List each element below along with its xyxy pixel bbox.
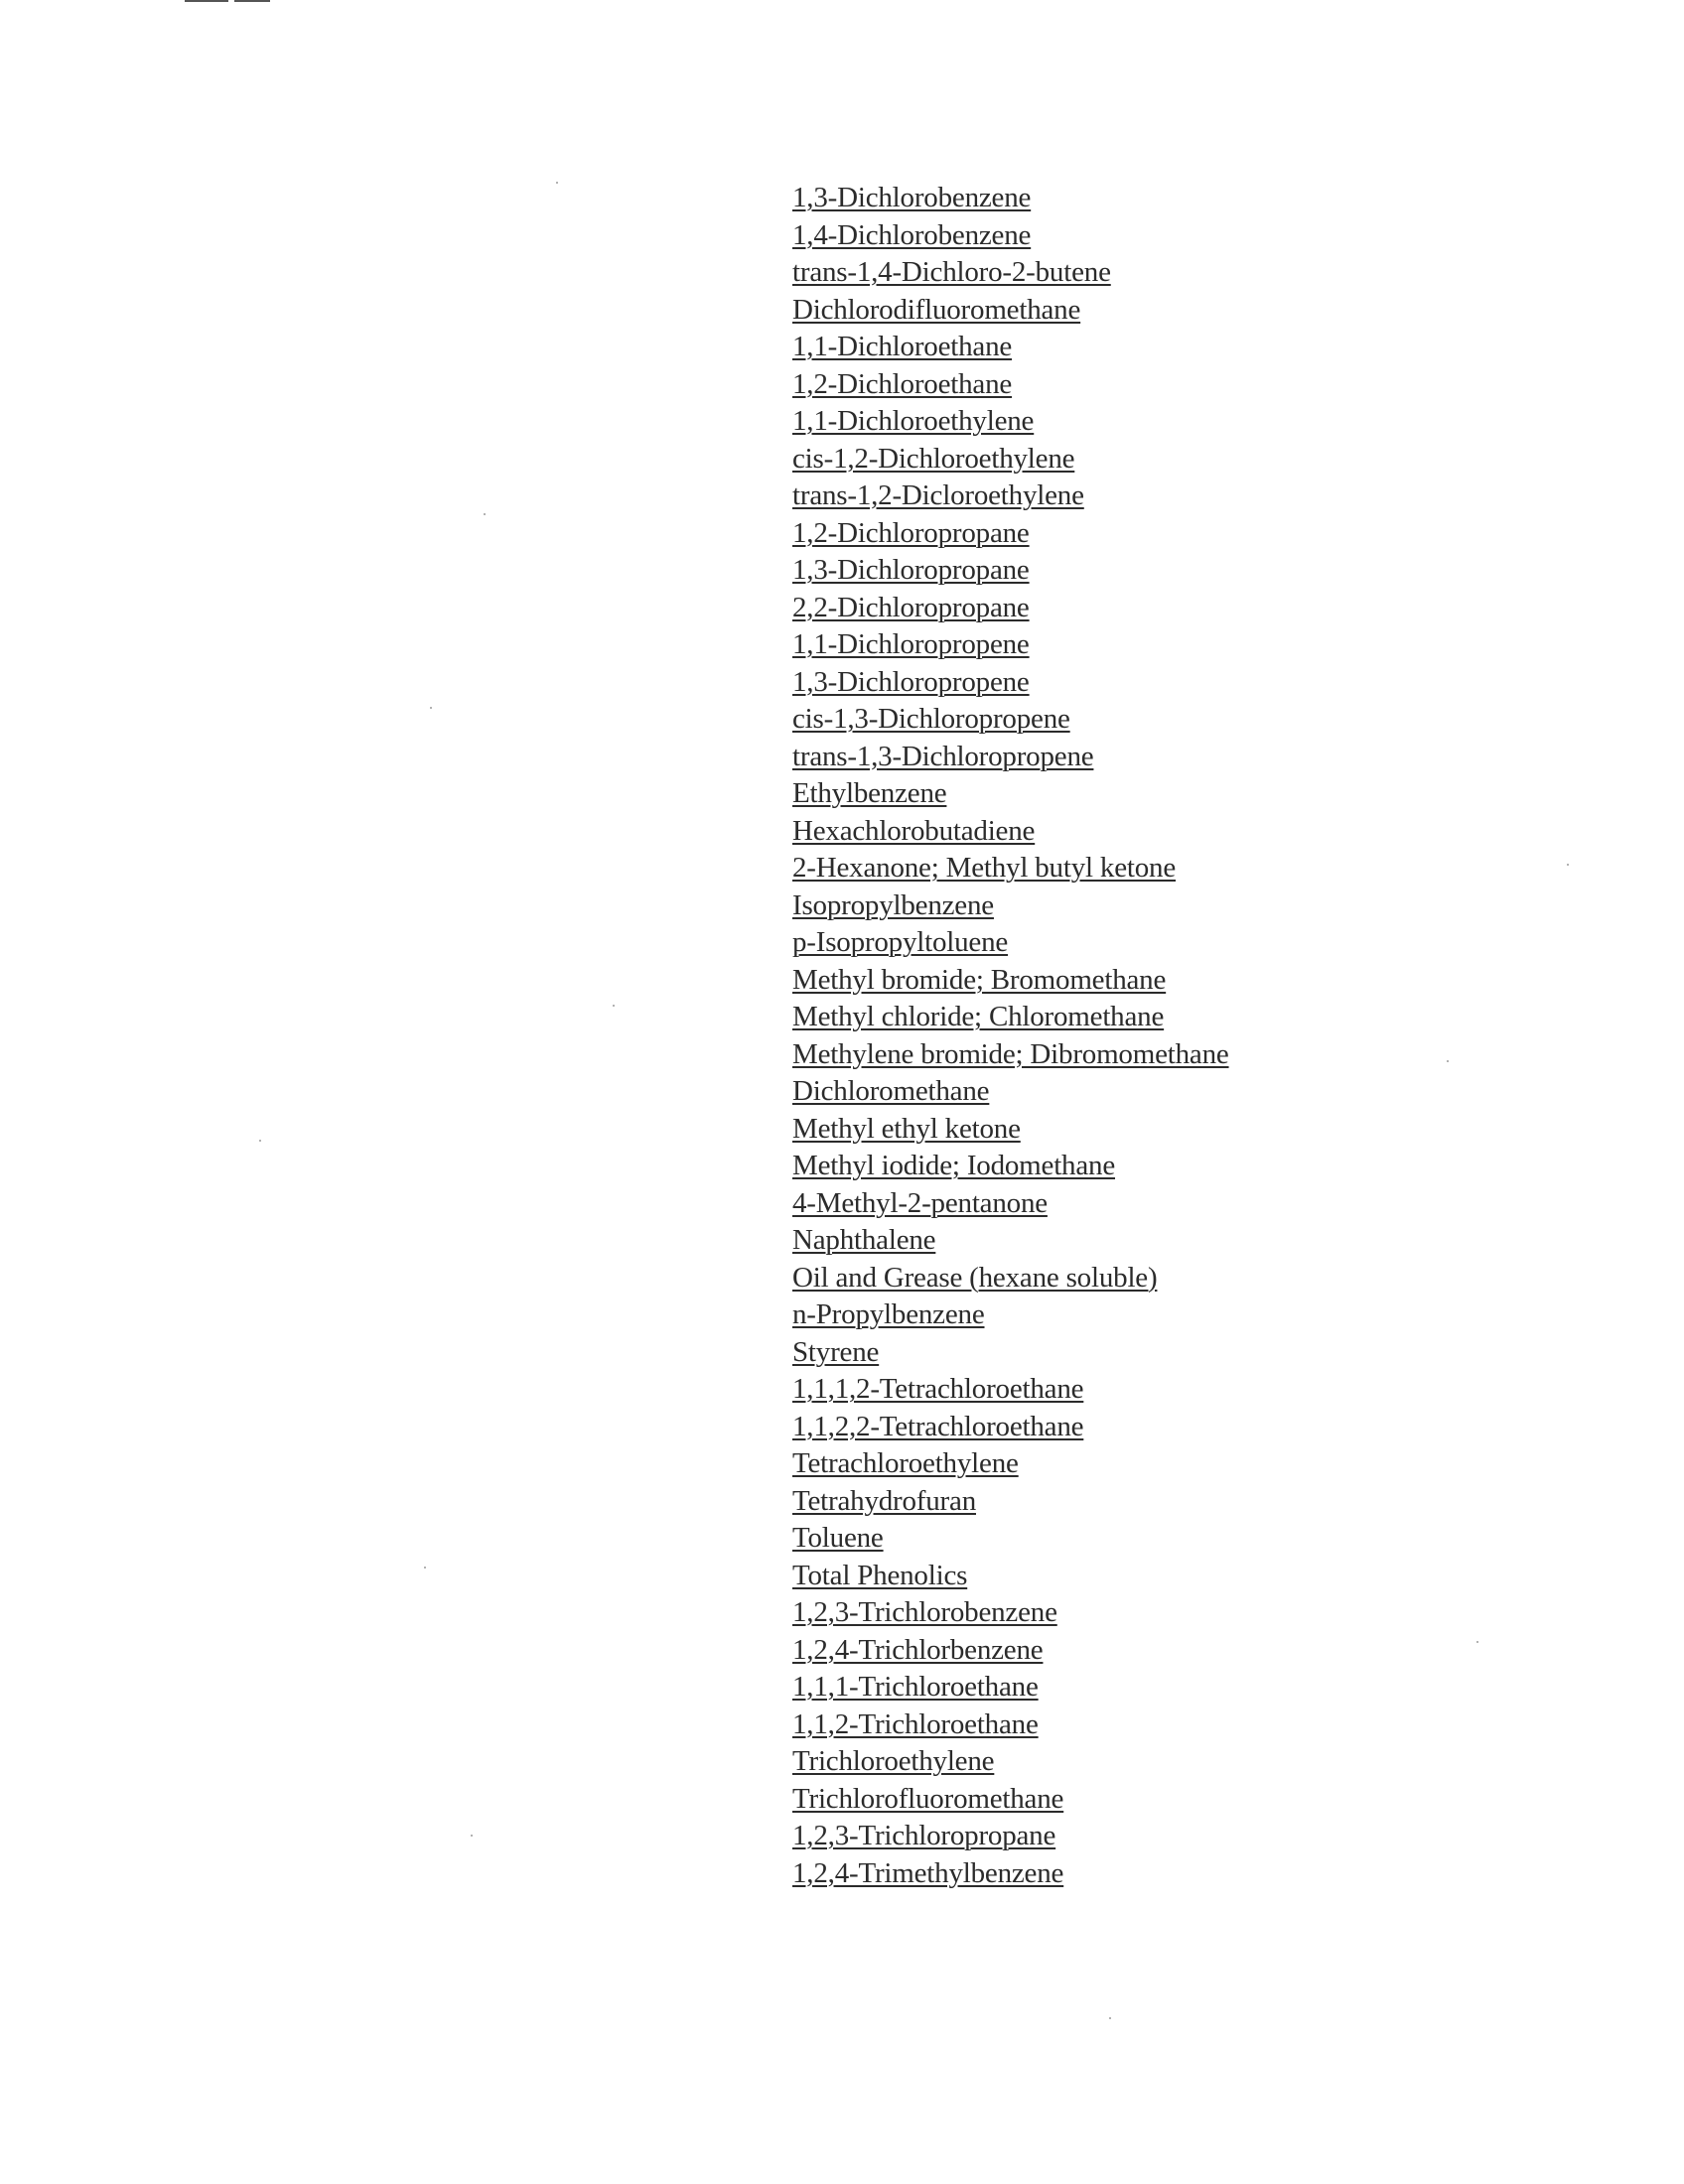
scan-speck [430, 707, 432, 709]
chemical-name: Dichlorodifluoromethane [792, 293, 1081, 326]
list-item [792, 329, 1229, 366]
list-item [792, 441, 1229, 478]
list-item [792, 1594, 1229, 1632]
list-item [792, 1855, 1229, 1893]
list-item [792, 701, 1229, 739]
list-item [792, 590, 1229, 627]
chemical-name: Tetrachloroethylene [792, 1447, 1019, 1479]
list-item [792, 1445, 1229, 1483]
chemical-name: 4-Methyl-2-pentanone [792, 1186, 1048, 1219]
list-item [792, 1558, 1229, 1595]
list-item [792, 664, 1229, 702]
scan-speck [259, 1140, 261, 1142]
list-item [792, 478, 1229, 515]
list-item [792, 1334, 1229, 1372]
scan-mark [185, 0, 228, 2]
list-item [792, 850, 1229, 887]
chemical-name: 1,2,4-Trimethylbenzene [792, 1856, 1064, 1889]
chemical-name: Toluene [792, 1522, 884, 1554]
list-item [792, 1483, 1229, 1521]
list-item [792, 1260, 1229, 1297]
list-item [792, 999, 1229, 1036]
chemical-name: 1,2-Dichloropropane [792, 516, 1030, 549]
chemical-list [792, 180, 1229, 1892]
chemical-name: Methylene bromide; Dibromomethane [792, 1037, 1229, 1070]
list-item [792, 739, 1229, 776]
scan-speck [424, 1567, 426, 1569]
scan-mark [234, 0, 270, 2]
list-item [792, 1818, 1229, 1855]
scan-speck [484, 513, 486, 515]
chemical-name: 1,4-Dichlorobenzene [792, 218, 1032, 251]
list-item [792, 1111, 1229, 1149]
list-item [792, 1371, 1229, 1409]
list-item [792, 924, 1229, 962]
chemical-name: Methyl iodide; Iodomethane [792, 1150, 1116, 1181]
list-item [792, 775, 1229, 813]
list-item [792, 1222, 1229, 1260]
list-item [792, 1073, 1229, 1111]
chemical-name: Methyl ethyl ketone [792, 1112, 1021, 1145]
list-item [792, 403, 1229, 441]
list-item [792, 515, 1229, 553]
list-item [792, 366, 1229, 404]
scan-speck [613, 1005, 615, 1007]
chemical-name: 1,2,3-Trichlorobenzene [792, 1596, 1057, 1628]
chemical-name: cis-1,3-Dichloropropene [792, 703, 1070, 735]
list-item [792, 1743, 1229, 1781]
chemical-name: Methyl bromide; Bromomethane [792, 963, 1167, 996]
chemical-name: 1,1,1-Trichloroethane [792, 1671, 1039, 1703]
scan-speck [1109, 2017, 1111, 2019]
list-item [792, 552, 1229, 590]
chemical-name: Trichlorofluoromethane [792, 1782, 1064, 1815]
scan-speck [1567, 864, 1569, 866]
chemical-name: Tetrahydrofuran [792, 1484, 976, 1517]
chemical-name: Total Phenolics [792, 1559, 968, 1591]
chemical-name: 1,1-Dichloroethane [792, 331, 1013, 362]
chemical-name: 1,2-Dichloroethane [792, 367, 1013, 400]
list-item [792, 626, 1229, 664]
chemical-name: Isopropylbenzene [792, 888, 994, 921]
chemical-name: 2,2-Dichloropropane [792, 591, 1030, 623]
chemical-name: 1,1,2,2-Tetrachloroethane [792, 1410, 1084, 1442]
list-item [792, 180, 1229, 217]
list-item [792, 1036, 1229, 1074]
chemical-name: Oil and Grease (hexane soluble) [792, 1261, 1158, 1294]
list-item [792, 962, 1229, 1000]
chemical-name: Ethylbenzene [792, 777, 947, 809]
chemical-name: Styrene [792, 1335, 880, 1368]
chemical-name: p-Isopropyltoluene [792, 926, 1009, 958]
chemical-name: Trichloroethylene [792, 1745, 995, 1777]
chemical-name: Dichloromethane [792, 1075, 990, 1107]
list-item [792, 1409, 1229, 1446]
list-item [792, 254, 1229, 292]
list-item [792, 1706, 1229, 1744]
chemical-name: Naphthalene [792, 1224, 936, 1256]
list-item [792, 1297, 1229, 1334]
chemical-name: 1,1-Dichloropropene [792, 628, 1030, 660]
scan-speck [556, 182, 558, 184]
scan-speck [1447, 1060, 1449, 1062]
chemical-name: Methyl chloride; Chloromethane [792, 1001, 1165, 1032]
chemical-name: 1,2,4-Trichlorbenzene [792, 1633, 1044, 1666]
scan-speck [471, 1835, 473, 1837]
chemical-name: 1,1,1,2-Tetrachloroethane [792, 1373, 1084, 1405]
list-item [792, 1632, 1229, 1670]
chemical-name: trans-1,4-Dichloro-2-butene [792, 256, 1111, 288]
chemical-name: 1,1,2-Trichloroethane [792, 1707, 1039, 1740]
list-item [792, 292, 1229, 330]
list-item [792, 1148, 1229, 1185]
chemical-name: 1,1-Dichloroethylene [792, 405, 1035, 437]
list-item [792, 1781, 1229, 1819]
list-item [792, 217, 1229, 255]
chemical-name: trans-1,3-Dichloropropene [792, 740, 1094, 772]
chemical-name: 2-Hexanone; Methyl butyl ketone [792, 852, 1177, 884]
list-item [792, 887, 1229, 925]
chemical-name: n-Propylbenzene [792, 1298, 985, 1330]
list-item [792, 813, 1229, 851]
chemical-name: trans-1,2-Dicloroethylene [792, 479, 1084, 511]
list-item [792, 1185, 1229, 1223]
chemical-name: cis-1,2-Dichloroethylene [792, 442, 1075, 475]
list-item [792, 1669, 1229, 1706]
chemical-name: 1,3-Dichlorobenzene [792, 182, 1032, 213]
chemical-name: 1,3-Dichloropropene [792, 665, 1030, 698]
scan-speck [1476, 1641, 1478, 1643]
chemical-name: 1,3-Dichloropropane [792, 554, 1030, 586]
list-item [792, 1520, 1229, 1558]
chemical-name: Hexachlorobutadiene [792, 814, 1036, 847]
chemical-name: 1,2,3-Trichloropropane [792, 1820, 1056, 1851]
